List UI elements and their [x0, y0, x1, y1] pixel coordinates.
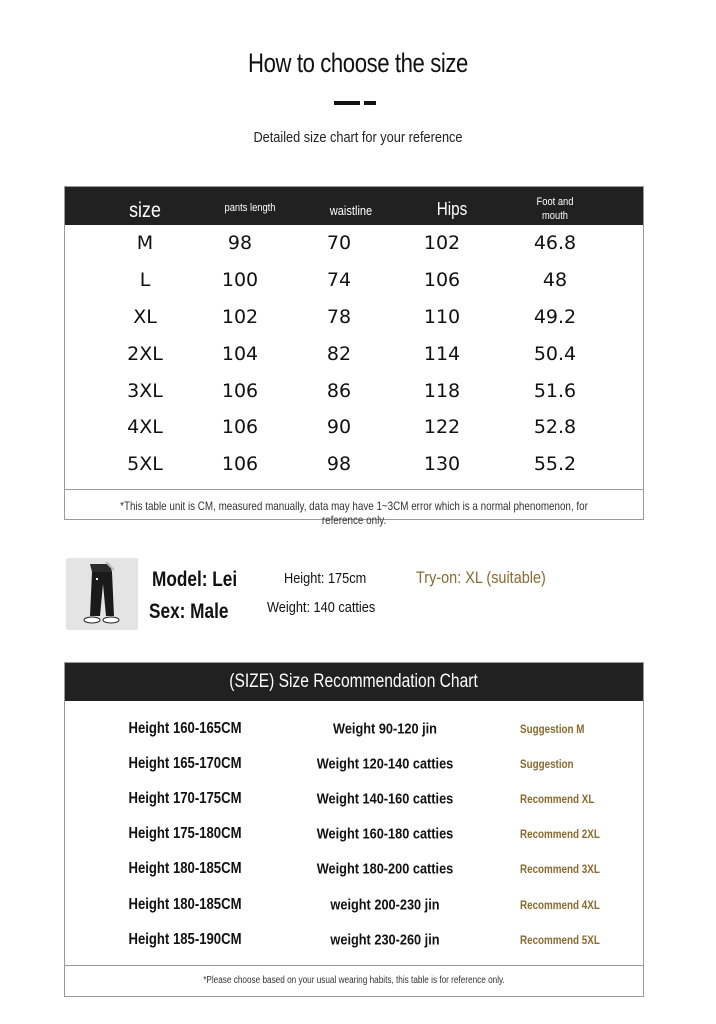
- table-cell: 104: [221, 342, 259, 365]
- table-row: [65, 299, 643, 336]
- col-waistline: waistline: [329, 203, 373, 218]
- title-divider-long: [334, 101, 360, 105]
- model-photo-image: [66, 558, 138, 630]
- table-cell: 106: [221, 453, 259, 476]
- table-row: [65, 262, 643, 299]
- weight-range: Weight 160-180 catties: [316, 825, 454, 842]
- list-item: [65, 887, 643, 922]
- recommendation-table: [64, 662, 644, 997]
- weight-range: Weight 180-200 catties: [316, 860, 454, 877]
- size-suggestion: Recommend 2XL: [520, 826, 600, 841]
- table-row: [65, 372, 643, 409]
- recommendation-note-divider: [65, 965, 643, 966]
- table-cell: 118: [423, 379, 461, 402]
- size-table-body: [65, 225, 643, 483]
- height-range: Height 185-190CM: [128, 930, 242, 948]
- size-suggestion: Recommend 5XL: [520, 932, 600, 947]
- col-size: size: [129, 199, 161, 222]
- table-cell: 106: [221, 416, 259, 439]
- list-item: [65, 922, 643, 957]
- table-cell: 110: [423, 305, 461, 328]
- size-suggestion: Recommend 3XL: [520, 861, 600, 876]
- size-suggestion: Recommend 4XL: [520, 897, 600, 912]
- table-row: [65, 446, 643, 483]
- height-range: Height 160-165CM: [128, 719, 242, 737]
- recommendation-title: (SIZE) Size Recommendation Chart: [229, 671, 479, 692]
- table-cell: 106: [221, 379, 259, 402]
- col-hips: Hips: [436, 199, 468, 219]
- height-range: Height 175-180CM: [128, 824, 242, 842]
- table-cell: 46.8: [533, 232, 577, 255]
- model-weight: Weight: 140 catties: [267, 599, 376, 616]
- table-cell: 130: [423, 453, 461, 476]
- table-cell: 102: [423, 232, 461, 255]
- recommendation-header: [65, 663, 643, 701]
- height-range: Height 180-185CM: [128, 895, 242, 913]
- table-cell: 100: [221, 269, 259, 292]
- table-cell: 106: [423, 269, 461, 292]
- table-cell: L: [139, 269, 151, 292]
- list-item: [65, 746, 643, 781]
- size-suggestion: Recommend XL: [520, 791, 595, 806]
- list-item: [65, 816, 643, 851]
- size-table-header: [65, 187, 643, 225]
- weight-range: Weight 120-140 catties: [316, 755, 454, 772]
- list-item: [65, 711, 643, 746]
- page-title: How to choose the size: [248, 48, 468, 78]
- model-height: Height: 175cm: [284, 570, 367, 587]
- model-photo: [66, 558, 138, 630]
- weight-range: weight 200-230 jin: [330, 896, 440, 913]
- col-pants-length: pants length: [224, 202, 276, 214]
- table-cell: 74: [326, 269, 352, 292]
- weight-range: weight 230-260 jin: [330, 931, 440, 948]
- size-table: [64, 186, 644, 527]
- weight-range: Weight 90-120 jin: [333, 720, 437, 737]
- title-divider-short: [364, 101, 376, 105]
- table-cell: 51.6: [533, 379, 577, 402]
- model-try-on: Try-on: XL (suitable): [416, 568, 546, 587]
- table-row: [65, 225, 643, 262]
- table-cell: 78: [326, 305, 352, 328]
- table-cell: 98: [227, 232, 253, 255]
- table-cell: XL: [133, 305, 157, 328]
- table-cell: 2XL: [127, 342, 163, 365]
- height-range: Height 170-175CM: [128, 789, 242, 807]
- table-cell: 55.2: [533, 453, 577, 476]
- weight-range: Weight 140-160 catties: [316, 790, 454, 807]
- table-cell: 122: [423, 416, 461, 439]
- list-item: [65, 851, 643, 886]
- size-table-note: *This table unit is CM, measured manually, data may have 1~3CM error which is a normal phenomenon, for reference only.: [120, 499, 588, 527]
- table-cell: 90: [326, 416, 352, 439]
- table-cell: M: [136, 232, 154, 255]
- height-range: Height 180-185CM: [128, 859, 242, 877]
- col-foot-and: Foot and: [536, 196, 574, 208]
- table-cell: 70: [326, 232, 352, 255]
- table-cell: 82: [326, 342, 352, 365]
- table-row: [65, 409, 643, 446]
- size-suggestion: Suggestion M: [520, 721, 585, 736]
- height-range: Height 165-170CM: [128, 754, 242, 772]
- page-subtitle: Detailed size chart for your reference: [253, 129, 463, 146]
- col-mouth: mouth: [542, 210, 568, 222]
- size-suggestion: Suggestion: [520, 756, 574, 771]
- table-row: [65, 335, 643, 372]
- table-cell: 114: [423, 342, 461, 365]
- table-cell: 48: [542, 269, 568, 292]
- model-name: Model: Lei: [152, 568, 238, 591]
- list-item: [65, 781, 643, 816]
- recommendation-note: *Please choose based on your usual wearing habits, this table is for reference only.: [203, 975, 505, 986]
- table-cell: 50.4: [533, 342, 577, 365]
- table-cell: 4XL: [127, 416, 163, 439]
- table-cell: 3XL: [127, 379, 163, 402]
- table-cell: 52.8: [533, 416, 577, 439]
- size-table-note-divider: [65, 489, 643, 490]
- model-sex: Sex: Male: [149, 600, 229, 623]
- table-cell: 86: [326, 379, 352, 402]
- table-cell: 102: [221, 305, 259, 328]
- table-cell: 5XL: [127, 453, 163, 476]
- table-cell: 49.2: [533, 305, 577, 328]
- table-cell: 98: [326, 453, 352, 476]
